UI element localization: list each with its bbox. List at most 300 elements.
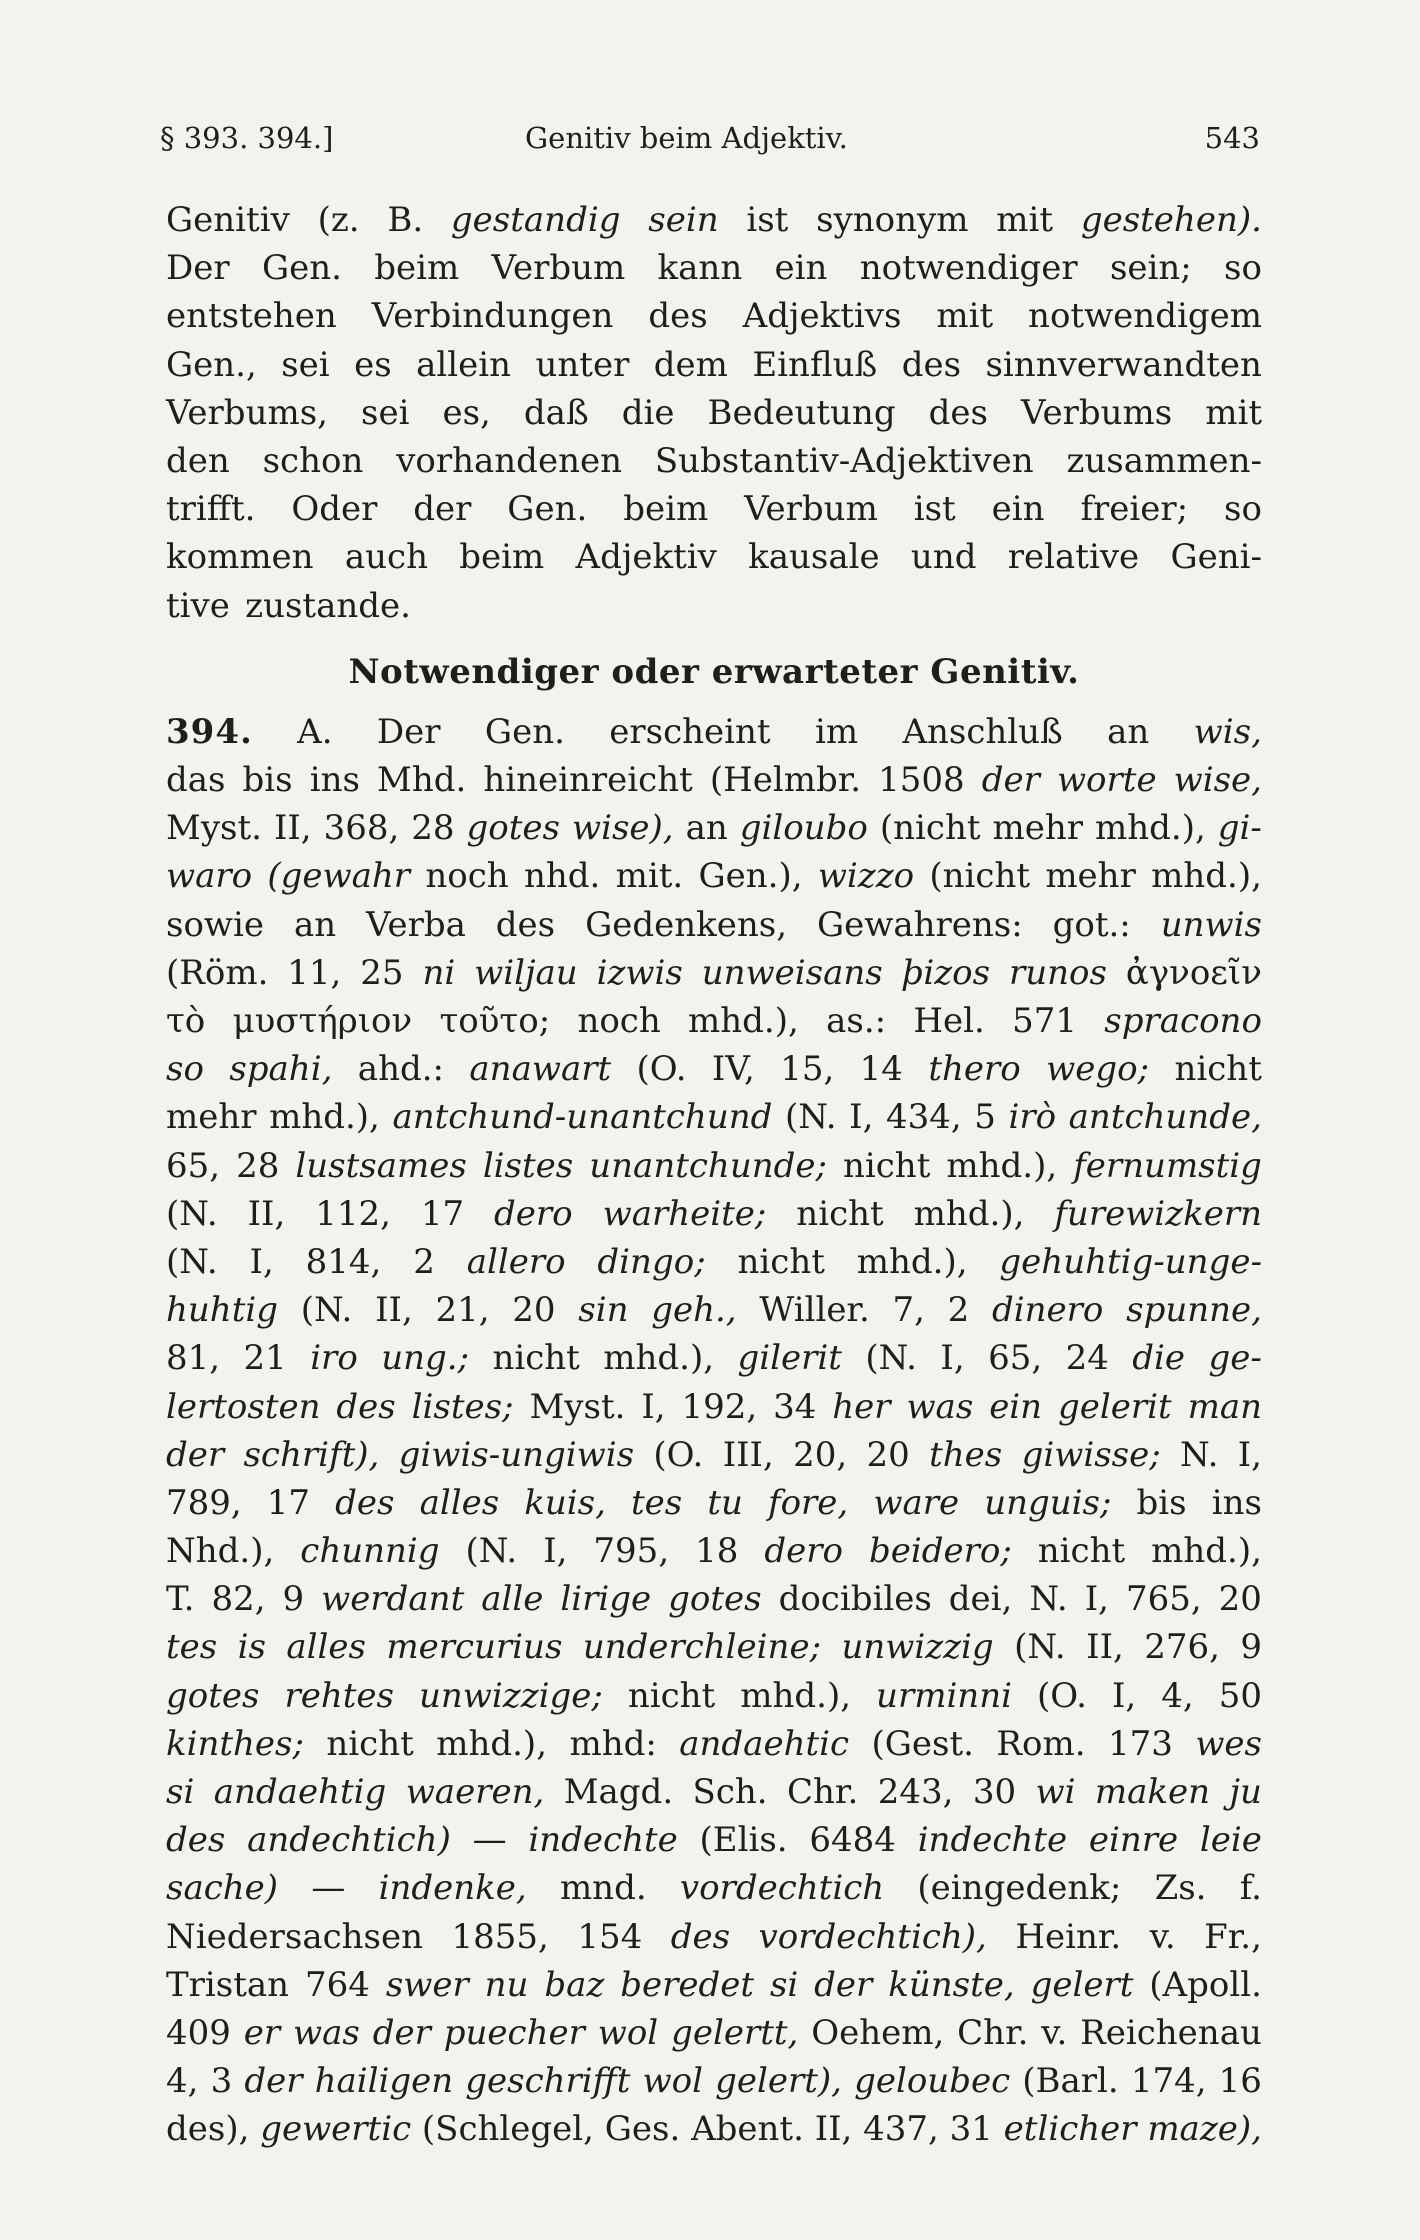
word: der	[814, 1964, 873, 2005]
word: unantchunde;	[589, 1145, 827, 1186]
word: si	[166, 1772, 195, 1812]
text-line	[166, 997, 1262, 1045]
word: Verbindungen	[371, 296, 614, 337]
word: is	[237, 1627, 266, 1668]
word: ein	[989, 1386, 1043, 1427]
word: mehr	[1045, 856, 1136, 897]
word: warheite;	[602, 1193, 767, 1234]
word: Niedersachsen	[166, 1916, 424, 1957]
word: sei	[281, 344, 330, 385]
word: 20	[512, 1290, 556, 1331]
text-line	[166, 1190, 1262, 1238]
word: kausale	[748, 537, 880, 578]
word: tes	[631, 1482, 683, 1523]
word: I,	[641, 1386, 666, 1427]
word: got.:	[1052, 904, 1131, 945]
word: der	[372, 2012, 431, 2053]
word: Verbum	[491, 248, 626, 289]
text-line	[166, 1961, 1262, 2009]
word: thero	[928, 1049, 1021, 1090]
word: (N.	[166, 1241, 218, 1282]
word: 4,	[1161, 1675, 1194, 1716]
word: spracono	[1104, 1001, 1262, 1041]
running-header	[160, 118, 1260, 158]
word: 16	[1218, 2061, 1262, 2102]
word: III,	[722, 1434, 774, 1475]
word: zusammen-	[1066, 440, 1262, 481]
word: ung.;	[381, 1338, 470, 1379]
word: gi-	[1217, 808, 1262, 849]
word: mnd.	[559, 1868, 647, 1909]
word: Oder	[291, 489, 378, 530]
word: irò	[1008, 1097, 1057, 1138]
word: künste,	[888, 1964, 1015, 2005]
text-line	[166, 1045, 1262, 1093]
word: gilerit	[737, 1338, 842, 1379]
word: bis	[1136, 1482, 1187, 1523]
paragraph-393-continuation	[166, 196, 1262, 630]
word: dinero	[992, 1290, 1104, 1331]
word: 25	[360, 952, 404, 993]
word: listes;	[411, 1386, 514, 1427]
word: 434,	[885, 1097, 962, 1138]
word: nu	[484, 1964, 529, 2005]
word: noch	[577, 1001, 661, 1041]
word: 20,	[793, 1434, 848, 1475]
word: 5	[974, 1097, 996, 1138]
word: der	[166, 1434, 225, 1475]
word: des	[670, 1916, 731, 1957]
word: (N.	[1014, 1627, 1066, 1668]
word: giwisse;	[1021, 1434, 1161, 1475]
word: ge-	[1208, 1338, 1262, 1379]
word: puecher	[443, 2012, 585, 2053]
word: nicht	[1174, 1049, 1262, 1090]
word: geloubec	[854, 2061, 1011, 2102]
word: μυστήριον	[232, 1001, 413, 1041]
word: izwis	[596, 952, 683, 993]
word: 82,	[211, 1579, 266, 1620]
word: wol	[597, 2012, 659, 2053]
text-line	[166, 949, 1262, 997]
word: furewizkern	[1054, 1193, 1262, 1234]
word: fernumstig	[1073, 1145, 1262, 1186]
text-line	[166, 1238, 1262, 1286]
word: lirige	[560, 1579, 652, 1620]
word: Gen.,	[166, 344, 257, 385]
word: 20	[866, 1434, 910, 1475]
word: nicht	[737, 1241, 825, 1282]
word: gewertic	[260, 2109, 412, 2150]
text-line	[166, 2105, 1262, 2153]
word: es	[354, 344, 392, 385]
word: lertosten	[166, 1386, 321, 1427]
word: (nicht	[929, 856, 1031, 897]
word: mhd.),	[946, 1145, 1058, 1186]
word: 3	[210, 2061, 233, 2102]
word: mehr	[992, 808, 1083, 849]
word: Willer.	[759, 1290, 870, 1331]
word: Gen.	[484, 711, 565, 752]
word: II,	[814, 2109, 853, 2150]
word: sein;	[1109, 248, 1192, 289]
text-line	[166, 533, 1262, 581]
word: was	[293, 2012, 360, 2053]
word: des	[648, 296, 708, 337]
word: notwendigem	[1028, 296, 1262, 337]
word: unwizzig	[841, 1627, 994, 1668]
word: (O.	[1037, 1675, 1087, 1716]
word: wizzo	[817, 856, 915, 897]
word: 814,	[305, 1241, 382, 1282]
word: ins	[309, 760, 360, 801]
word: mhd.),	[1151, 856, 1262, 897]
word: Magd.	[563, 1772, 674, 1812]
word: 112,	[315, 1193, 391, 1234]
word: 2	[947, 1290, 970, 1331]
text-line	[166, 485, 1262, 533]
word: (N.	[784, 1097, 837, 1138]
word: 21	[243, 1338, 287, 1379]
word: (Apoll.	[1149, 1964, 1262, 2005]
word: her	[832, 1386, 891, 1427]
word: 437,	[863, 2109, 939, 2150]
word: unwis	[1160, 904, 1262, 945]
word: hineinreicht	[483, 760, 693, 801]
word: 18	[695, 1531, 739, 1572]
word: Myst.	[529, 1386, 626, 1427]
word: relative	[1007, 537, 1140, 578]
word: 15,	[780, 1049, 835, 1090]
word: (Röm.	[166, 952, 269, 993]
word: alles	[419, 1482, 500, 1523]
text-line	[166, 1334, 1262, 1382]
word: allero	[466, 1241, 566, 1282]
word: die	[621, 392, 675, 433]
text-line	[166, 1093, 1262, 1141]
word: A.	[297, 711, 333, 752]
word: kinthes;	[166, 1723, 304, 1764]
word: 50	[1218, 1675, 1262, 1716]
word: den	[166, 440, 230, 481]
word: dero	[764, 1531, 843, 1572]
word: freier;	[1080, 489, 1189, 530]
word: andaehtig	[213, 1772, 387, 1812]
word: Adjektivs	[742, 296, 902, 337]
word: mit	[1205, 392, 1262, 433]
word: so	[1224, 489, 1262, 530]
text-line	[166, 1816, 1262, 1864]
word: daß	[523, 392, 589, 433]
word: Heinr.	[1015, 1916, 1122, 1957]
running-title: Genitiv beim Adjektiv.	[525, 121, 848, 155]
word: 6484	[809, 1820, 896, 1861]
word: 795,	[593, 1531, 670, 1572]
word: 24	[1065, 1338, 1109, 1379]
word: Der	[166, 248, 230, 289]
word: 174,	[1130, 2061, 1207, 2102]
text-line	[166, 1431, 1262, 1479]
word: an	[685, 808, 728, 849]
word: alle	[481, 1579, 544, 1620]
word: 21,	[435, 1290, 490, 1331]
text-line	[166, 1913, 1262, 1961]
word: nicht	[326, 1723, 414, 1764]
word: nhd.	[523, 856, 601, 897]
word: was	[906, 1386, 974, 1427]
word: gehuhtig-unge-	[999, 1241, 1262, 1282]
word: einre	[1088, 1820, 1179, 1861]
word: der	[244, 2061, 303, 2102]
word: auch	[344, 537, 428, 578]
word: kommen	[166, 537, 314, 578]
word: 192,	[681, 1386, 758, 1427]
word: Rom.	[996, 1723, 1086, 1764]
word: wise),	[571, 808, 674, 849]
word: werdant	[321, 1579, 465, 1620]
word: wise,	[1173, 760, 1262, 801]
word: beredet	[620, 1964, 755, 2005]
word: ist	[913, 489, 956, 530]
word: wis,	[1193, 711, 1262, 752]
word: ist	[746, 200, 789, 240]
word: (eingedenk;	[917, 1868, 1122, 1909]
word: andechtich)	[247, 1820, 451, 1861]
word: Chr.	[787, 1772, 859, 1812]
word: dingo;	[597, 1241, 706, 1282]
word: beim	[459, 537, 545, 578]
word: Hel.	[913, 1001, 985, 1041]
word: wiljau	[474, 952, 578, 993]
word: Nhd.),	[166, 1531, 275, 1572]
word: 154	[577, 1916, 643, 1957]
text-line	[166, 2057, 1262, 2105]
word: I,	[543, 1531, 568, 1572]
word: gotes	[466, 808, 560, 849]
text-line	[166, 196, 1262, 244]
word: mhd.),	[913, 1193, 1025, 1234]
word: mhd.),	[856, 1241, 968, 1282]
word: geschrifft	[465, 2061, 631, 2102]
word: des	[495, 904, 556, 945]
word: 4,	[166, 2061, 199, 2102]
word: 243,	[877, 1772, 954, 1812]
word: I,	[1237, 1434, 1262, 1475]
word: ahd.:	[357, 1049, 444, 1090]
word: indenke,	[378, 1868, 527, 1909]
word: des	[166, 1820, 226, 1861]
word: wol	[642, 2061, 703, 2102]
word: mit	[996, 200, 1054, 240]
word: Abent.	[691, 2109, 804, 2150]
word: (Schlegel,	[421, 2109, 594, 2150]
word: Gewahrens:	[816, 904, 1023, 945]
word: unguis;	[984, 1482, 1112, 1523]
word: —	[472, 1820, 507, 1861]
text-line	[166, 292, 1262, 340]
word: Geni-	[1170, 537, 1262, 578]
word: Adjektiv	[575, 537, 717, 578]
section-heading: Notwendiger oder erwarteter Genitiv.	[348, 651, 1080, 692]
text-line	[166, 341, 1262, 389]
word: I,	[1084, 1579, 1109, 1620]
word: Anschluß	[902, 711, 1063, 752]
word: mit	[936, 296, 994, 337]
word: Verba	[366, 904, 466, 945]
word: (O.	[653, 1434, 704, 1475]
word: dei,	[948, 1579, 1013, 1620]
word: 368,	[323, 808, 400, 849]
word: 14	[859, 1049, 903, 1090]
word: sin	[578, 1290, 629, 1331]
word: des	[901, 344, 962, 385]
word: dem	[653, 344, 728, 385]
word: 31	[949, 2109, 993, 2150]
word: vordechtich),	[758, 1916, 987, 1957]
word: mehr	[166, 1097, 257, 1138]
word: τοῦτο;	[439, 1001, 551, 1041]
word: 81,	[166, 1338, 221, 1379]
word: Substantiv-Adjektiven	[654, 440, 1034, 481]
word: ein	[991, 489, 1045, 530]
word: des	[928, 392, 988, 433]
word: Bedeutung	[707, 392, 896, 433]
word: as.:	[826, 1001, 887, 1041]
word: leie	[1199, 1820, 1262, 1861]
word: wego;	[1046, 1049, 1150, 1090]
word: 764	[305, 1964, 370, 2005]
word: (O.	[636, 1049, 687, 1090]
word: waeren,	[405, 1772, 545, 1812]
word: Verbums	[1021, 392, 1173, 433]
word: þizos	[901, 952, 991, 993]
word: alles	[286, 1627, 366, 1668]
word: ju	[1229, 1772, 1262, 1812]
word: maze),	[1147, 2109, 1262, 2150]
text-line	[166, 2009, 1262, 2057]
word: tu	[707, 1482, 743, 1523]
word: mhd.),	[1151, 1531, 1262, 1572]
word: Reichenau	[1080, 2012, 1262, 2053]
word: spunne,	[1126, 1290, 1262, 1331]
word: wes	[1195, 1723, 1262, 1764]
word: I,	[249, 1241, 274, 1282]
word: allein	[416, 344, 512, 385]
word: Gedenkens,	[585, 904, 788, 945]
word: τὸ	[166, 1001, 206, 1041]
word: gestandig	[450, 200, 621, 240]
word: nicht	[1037, 1531, 1126, 1572]
word: 30	[972, 1772, 1017, 1812]
word: 789,	[166, 1482, 242, 1523]
word: 11,	[287, 952, 342, 993]
word: chunnig	[300, 1531, 440, 1572]
word: so	[1224, 248, 1262, 289]
word: 1508	[878, 760, 965, 801]
word: 28	[236, 1145, 280, 1186]
word: iro	[310, 1338, 358, 1379]
word: Oehem,	[811, 2012, 945, 2053]
word: synonym	[816, 200, 969, 240]
word: dero	[494, 1193, 573, 1234]
word: (nicht	[879, 808, 981, 849]
word: si	[769, 1964, 799, 2005]
word: 2	[413, 1241, 435, 1282]
text-line	[166, 1864, 1262, 1912]
word: anawart	[469, 1049, 612, 1090]
word: sache)	[166, 1868, 279, 1909]
word: die	[1132, 1338, 1186, 1379]
word: v.	[1041, 2012, 1068, 2053]
word: 765,	[1125, 1579, 1202, 1620]
word: (N.	[166, 1193, 218, 1234]
text-line	[166, 1479, 1262, 1527]
word: schrift),	[243, 1434, 380, 1475]
word: listes	[482, 1145, 574, 1186]
word: 9	[1240, 1627, 1262, 1668]
word: huhtig	[166, 1290, 278, 1331]
word: T.	[166, 1579, 195, 1620]
word: Mhd.	[377, 760, 467, 801]
word: II,	[1086, 1627, 1124, 1668]
word: maken	[1094, 1772, 1211, 1812]
word: urminni	[876, 1675, 1012, 1716]
text-line	[166, 1383, 1262, 1431]
word: ware	[873, 1482, 960, 1523]
word: Der	[376, 711, 441, 752]
word: waro	[166, 856, 253, 897]
word: worte	[1056, 760, 1157, 801]
word: 17	[420, 1193, 465, 1234]
text-line	[166, 1142, 1262, 1190]
word: Gen.	[507, 489, 588, 530]
word: antchunde,	[1068, 1097, 1262, 1138]
word: giwis-ungiwis	[398, 1434, 635, 1475]
word: 409	[166, 2012, 231, 2053]
word: giloubo	[739, 808, 868, 849]
word: im	[814, 711, 859, 752]
text-line	[166, 389, 1262, 437]
word: zustande.	[245, 585, 411, 626]
word: mhd.),	[603, 1338, 715, 1379]
text-line	[166, 708, 1262, 756]
word: 34	[773, 1386, 817, 1427]
word: I,	[1111, 1675, 1137, 1716]
word: —	[311, 1868, 346, 1909]
word: gelerit	[1058, 1386, 1172, 1427]
word: runos	[1009, 952, 1107, 993]
word: bis	[242, 760, 293, 801]
word: Genitiv	[166, 200, 290, 240]
word: notwendiger	[859, 248, 1078, 289]
word: Tristan	[166, 1964, 290, 2005]
word: an	[1107, 711, 1150, 752]
word: f.	[1239, 1868, 1262, 1909]
word: 17	[266, 1482, 311, 1523]
word: underchleine;	[582, 1627, 822, 1668]
text-line	[166, 1527, 1262, 1575]
word: baz	[544, 1964, 605, 2005]
word: fore,	[768, 1482, 849, 1523]
word: mhd.),	[436, 1723, 548, 1764]
word: gelertt,	[671, 2012, 799, 2053]
word: gotes	[166, 1675, 260, 1716]
word: wi	[1035, 1772, 1076, 1812]
word: indechte	[917, 1820, 1068, 1861]
word: II,	[273, 808, 312, 849]
word: mit.	[615, 856, 684, 897]
word: Verbum	[744, 489, 878, 530]
